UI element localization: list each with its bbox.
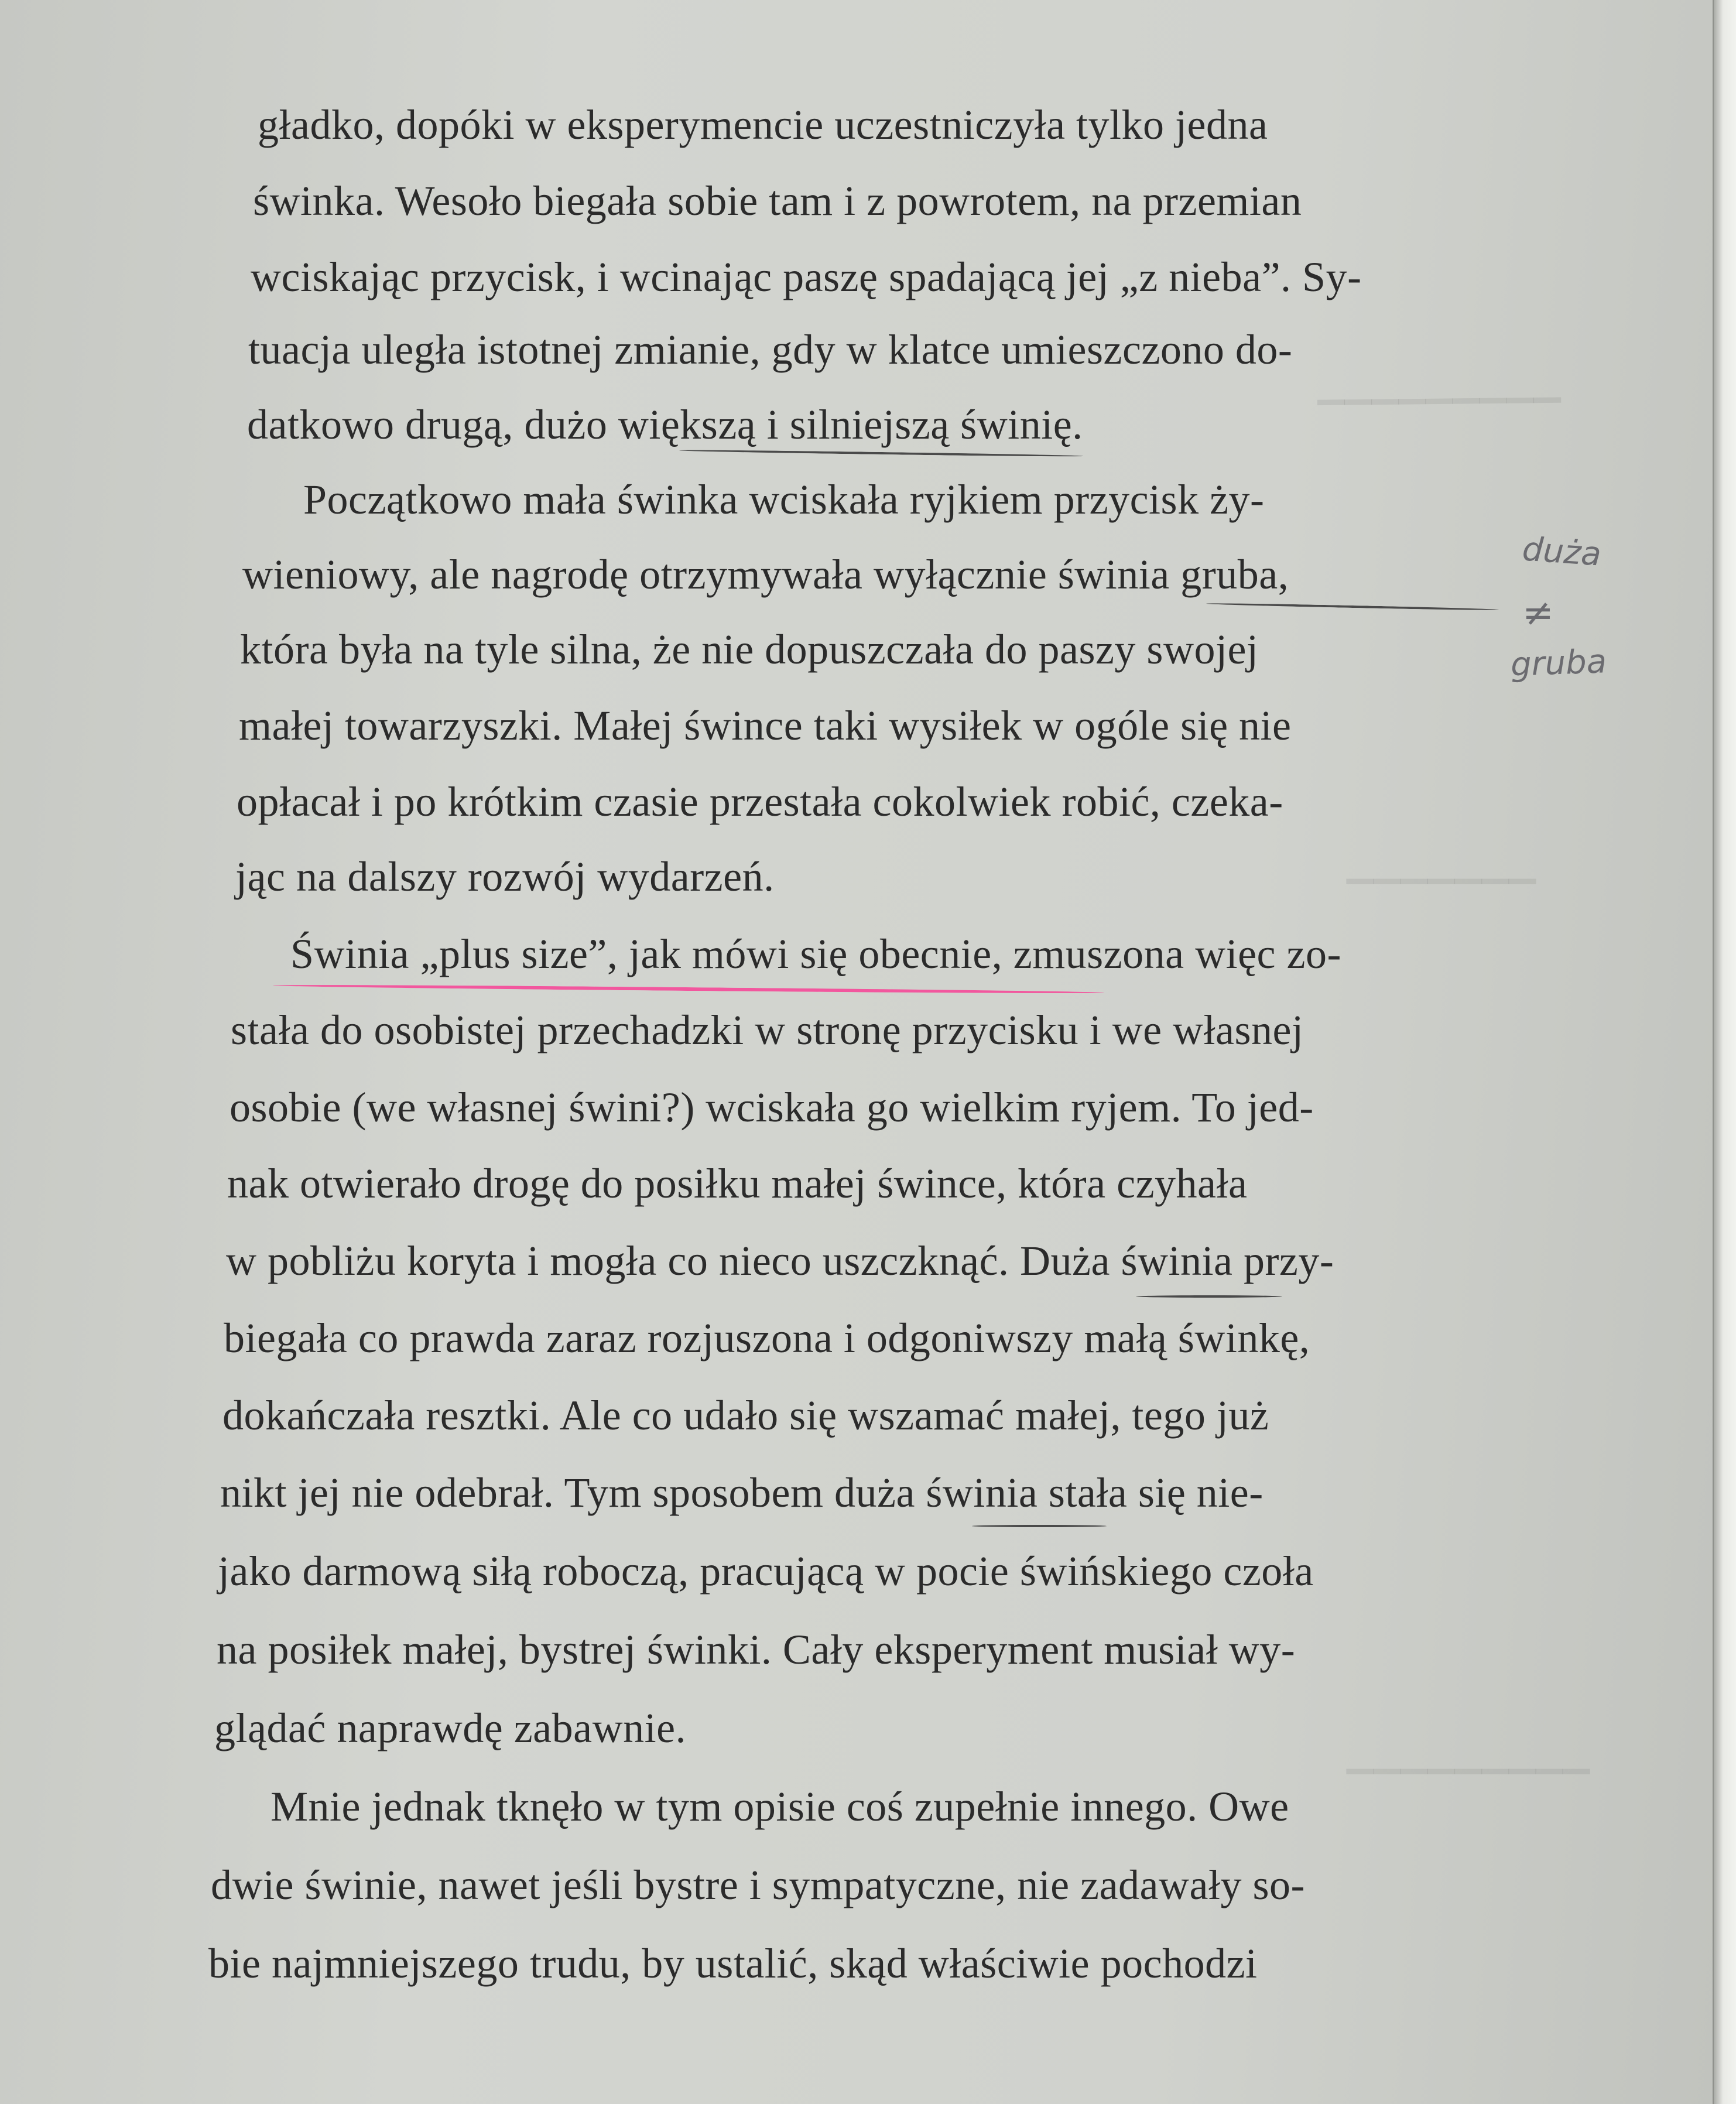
- margin-note-word: duża: [1521, 530, 1603, 574]
- text-line: Początkowo mała świnka wciskała ryjkiem przycisk ży-: [303, 476, 1265, 523]
- margin-note-symbol: ≠: [1522, 591, 1554, 635]
- text-line: osobie (we własnej świni?) wciskała go wielkim ryjem. To jed-: [230, 1084, 1314, 1131]
- text-line: dwie świnie, nawet jeśli bystre i sympatyczne, nie zadawały so-: [211, 1862, 1305, 1908]
- pencil-underline: [1136, 1295, 1282, 1298]
- text-line: opłacał i po krótkim czasie przestała cokolwiek robić, czeka-: [237, 778, 1283, 825]
- text-line: tuacja uległa istotnej zmianie, gdy w klatce umieszczono do-: [248, 326, 1293, 373]
- text-line: Świnia „plus size”, jak mówi się obecnie, zmuszona więc zo-: [290, 930, 1341, 977]
- text-line: biegała co prawda zaraz rozjuszona i odgoniwszy małą świnkę,: [224, 1315, 1310, 1361]
- text-line: bie najmniejszego trudu, by ustalić, skąd właściwie pochodzi: [208, 1940, 1258, 1987]
- bleed-through: ▁▁▁▁▁▁▁▁▁: [1347, 1734, 1590, 1773]
- text-line: w pobliżu koryta i mogła co nieco uszczknąć. Duża świnia przy-: [226, 1237, 1334, 1284]
- text-line: Mnie jednak tknęło w tym opisie coś zupełnie innego. Owe: [270, 1783, 1289, 1830]
- text-line: datkowo drugą, dużo większą i silniejszą świnię.: [247, 401, 1083, 448]
- text-line: jąc na dalszy rozwój wydarzeń.: [235, 853, 775, 900]
- text-line: glądać naprawdę zabawnie.: [214, 1705, 687, 1751]
- pencil-underline: [972, 1525, 1107, 1527]
- text-line: małej towarzyszki. Małej śwince taki wysiłek w ogóle się nie: [239, 702, 1292, 749]
- bleed-through: ▁▁▁▁▁▁▁▁▁: [1317, 362, 1561, 405]
- page-edge: [1713, 0, 1736, 2104]
- text-line: nikt jej nie odebrał. Tym sposobem duża świnia stała się nie-: [220, 1469, 1264, 1516]
- text-line: gładko, dopóki w eksperymencie uczestniczyła tylko jedna: [258, 101, 1268, 148]
- text-line: jako darmową siłą roboczą, pracującą w pocie świńskiego czoła: [218, 1548, 1314, 1595]
- bleed-through: ▁▁▁▁▁▁▁: [1347, 844, 1536, 883]
- margin-note-word: gruba: [1509, 642, 1608, 684]
- text-line: stała do osobistej przechadzki w stronę przycisku i we własnej: [231, 1007, 1304, 1053]
- text-line: na posiłek małej, bystrej świnki. Cały eksperyment musiał wy-: [217, 1626, 1296, 1673]
- text-line: dokańczała resztki. Ale co udało się wszamać małej, tego już: [222, 1392, 1269, 1439]
- text-line: świnka. Wesoło biegała sobie tam i z powrotem, na przemian: [253, 177, 1302, 224]
- text-line: wieniowy, ale nagrodę otrzymywała wyłącznie świnia gruba,: [242, 551, 1289, 598]
- text-line: wciskając przycisk, i wcinając paszę spadającą jej „z nieba”. Sy-: [251, 254, 1362, 300]
- text-line: która była na tyle silna, że nie dopuszczała do paszy swojej: [240, 626, 1259, 673]
- text-line: nak otwierało drogę do posiłku małej śwince, która czyhała: [227, 1160, 1248, 1207]
